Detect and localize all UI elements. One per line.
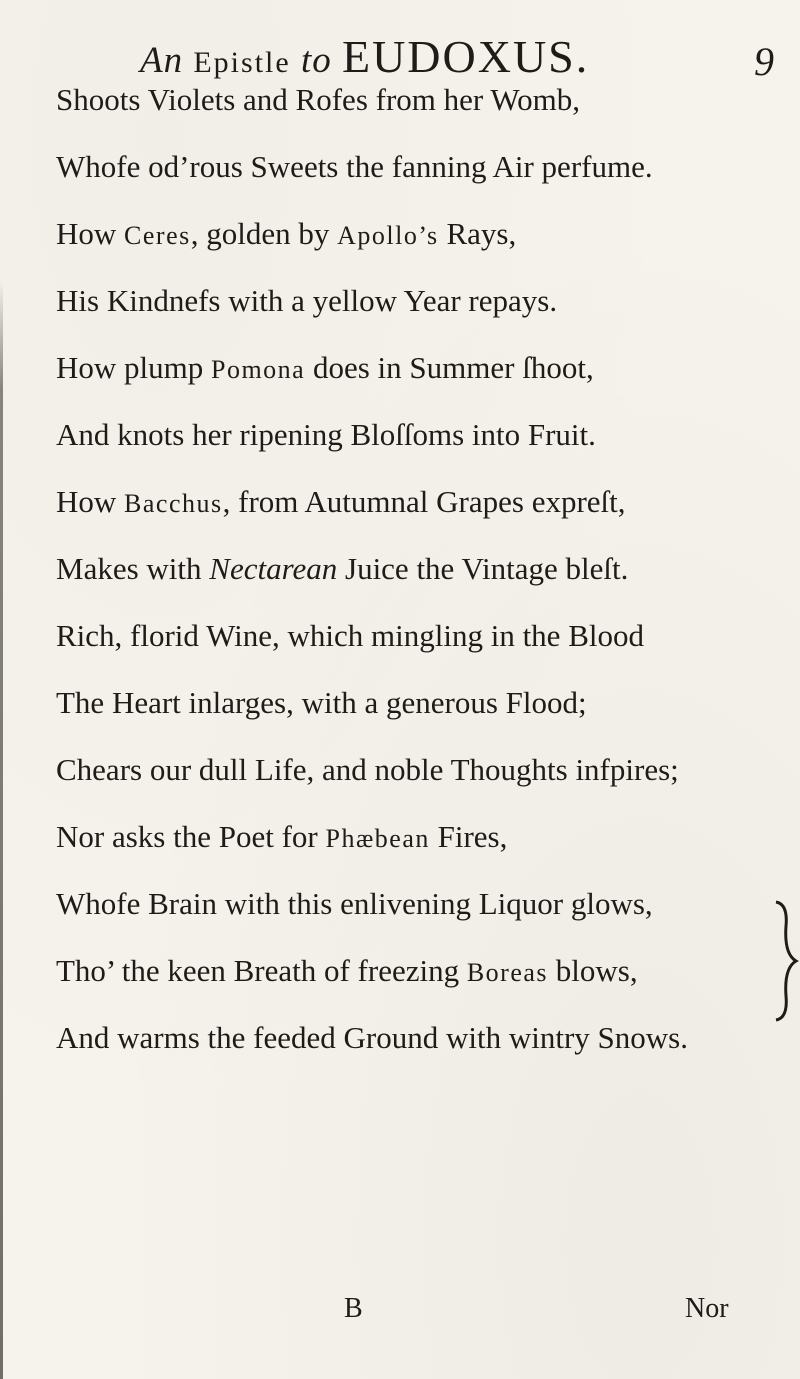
header-name: EUDOXUS. [341,31,590,82]
header-an: An [140,40,184,81]
poem-line-5: How plump Pomona does in Summer ſhoot, [56,350,594,385]
running-header [140,30,589,83]
page-number: 9 [754,39,774,84]
poem-line-9: Rich, florid Wine, which mingling in the Blood [56,618,644,653]
poem-line-8: Makes with Nectarean Juice the Vintage bleſt. [56,551,629,586]
poem-line-4: His Kindnefs with a yellow Year repays. [56,283,558,318]
poem-line-6: And knots her ripening Bloſſoms into Fruit. [56,417,596,452]
header-to: to [300,40,332,81]
poem-line-11: Chears our dull Life, and noble Thoughts infpires; [56,752,679,787]
poem-line-14: Tho’ the keen Breath of freezing Boreas blows, [56,953,638,988]
poem-line-7: How Bacchus, from Autumnal Grapes expreſt, [56,484,626,519]
poem-line-10: The Heart inlarges, with a generous Flood; [56,685,587,720]
header-epistle: Epistle [193,46,291,79]
catchword: Nor [685,1293,729,1324]
poem-line-3: How Ceres, golden by Apollo’s Rays, [56,216,517,251]
poem-line-2: Whofe od’rous Sweets the fanning Air perfume. [56,149,653,184]
page-edge-shadow [0,280,3,1379]
triplet-brace [770,896,800,1026]
poem-line-13: Whofe Brain with this enlivening Liquor glows, [56,886,653,921]
poem-line-12: Nor asks the Poet for Phæbean Fires, [56,819,508,854]
poem-line-15: And warms the feeded Ground with wintry Snows. [56,1020,688,1055]
signature-mark: B [344,1293,363,1324]
poem-line-1: Shoots Violets and Rofes from her Womb, [56,82,581,117]
